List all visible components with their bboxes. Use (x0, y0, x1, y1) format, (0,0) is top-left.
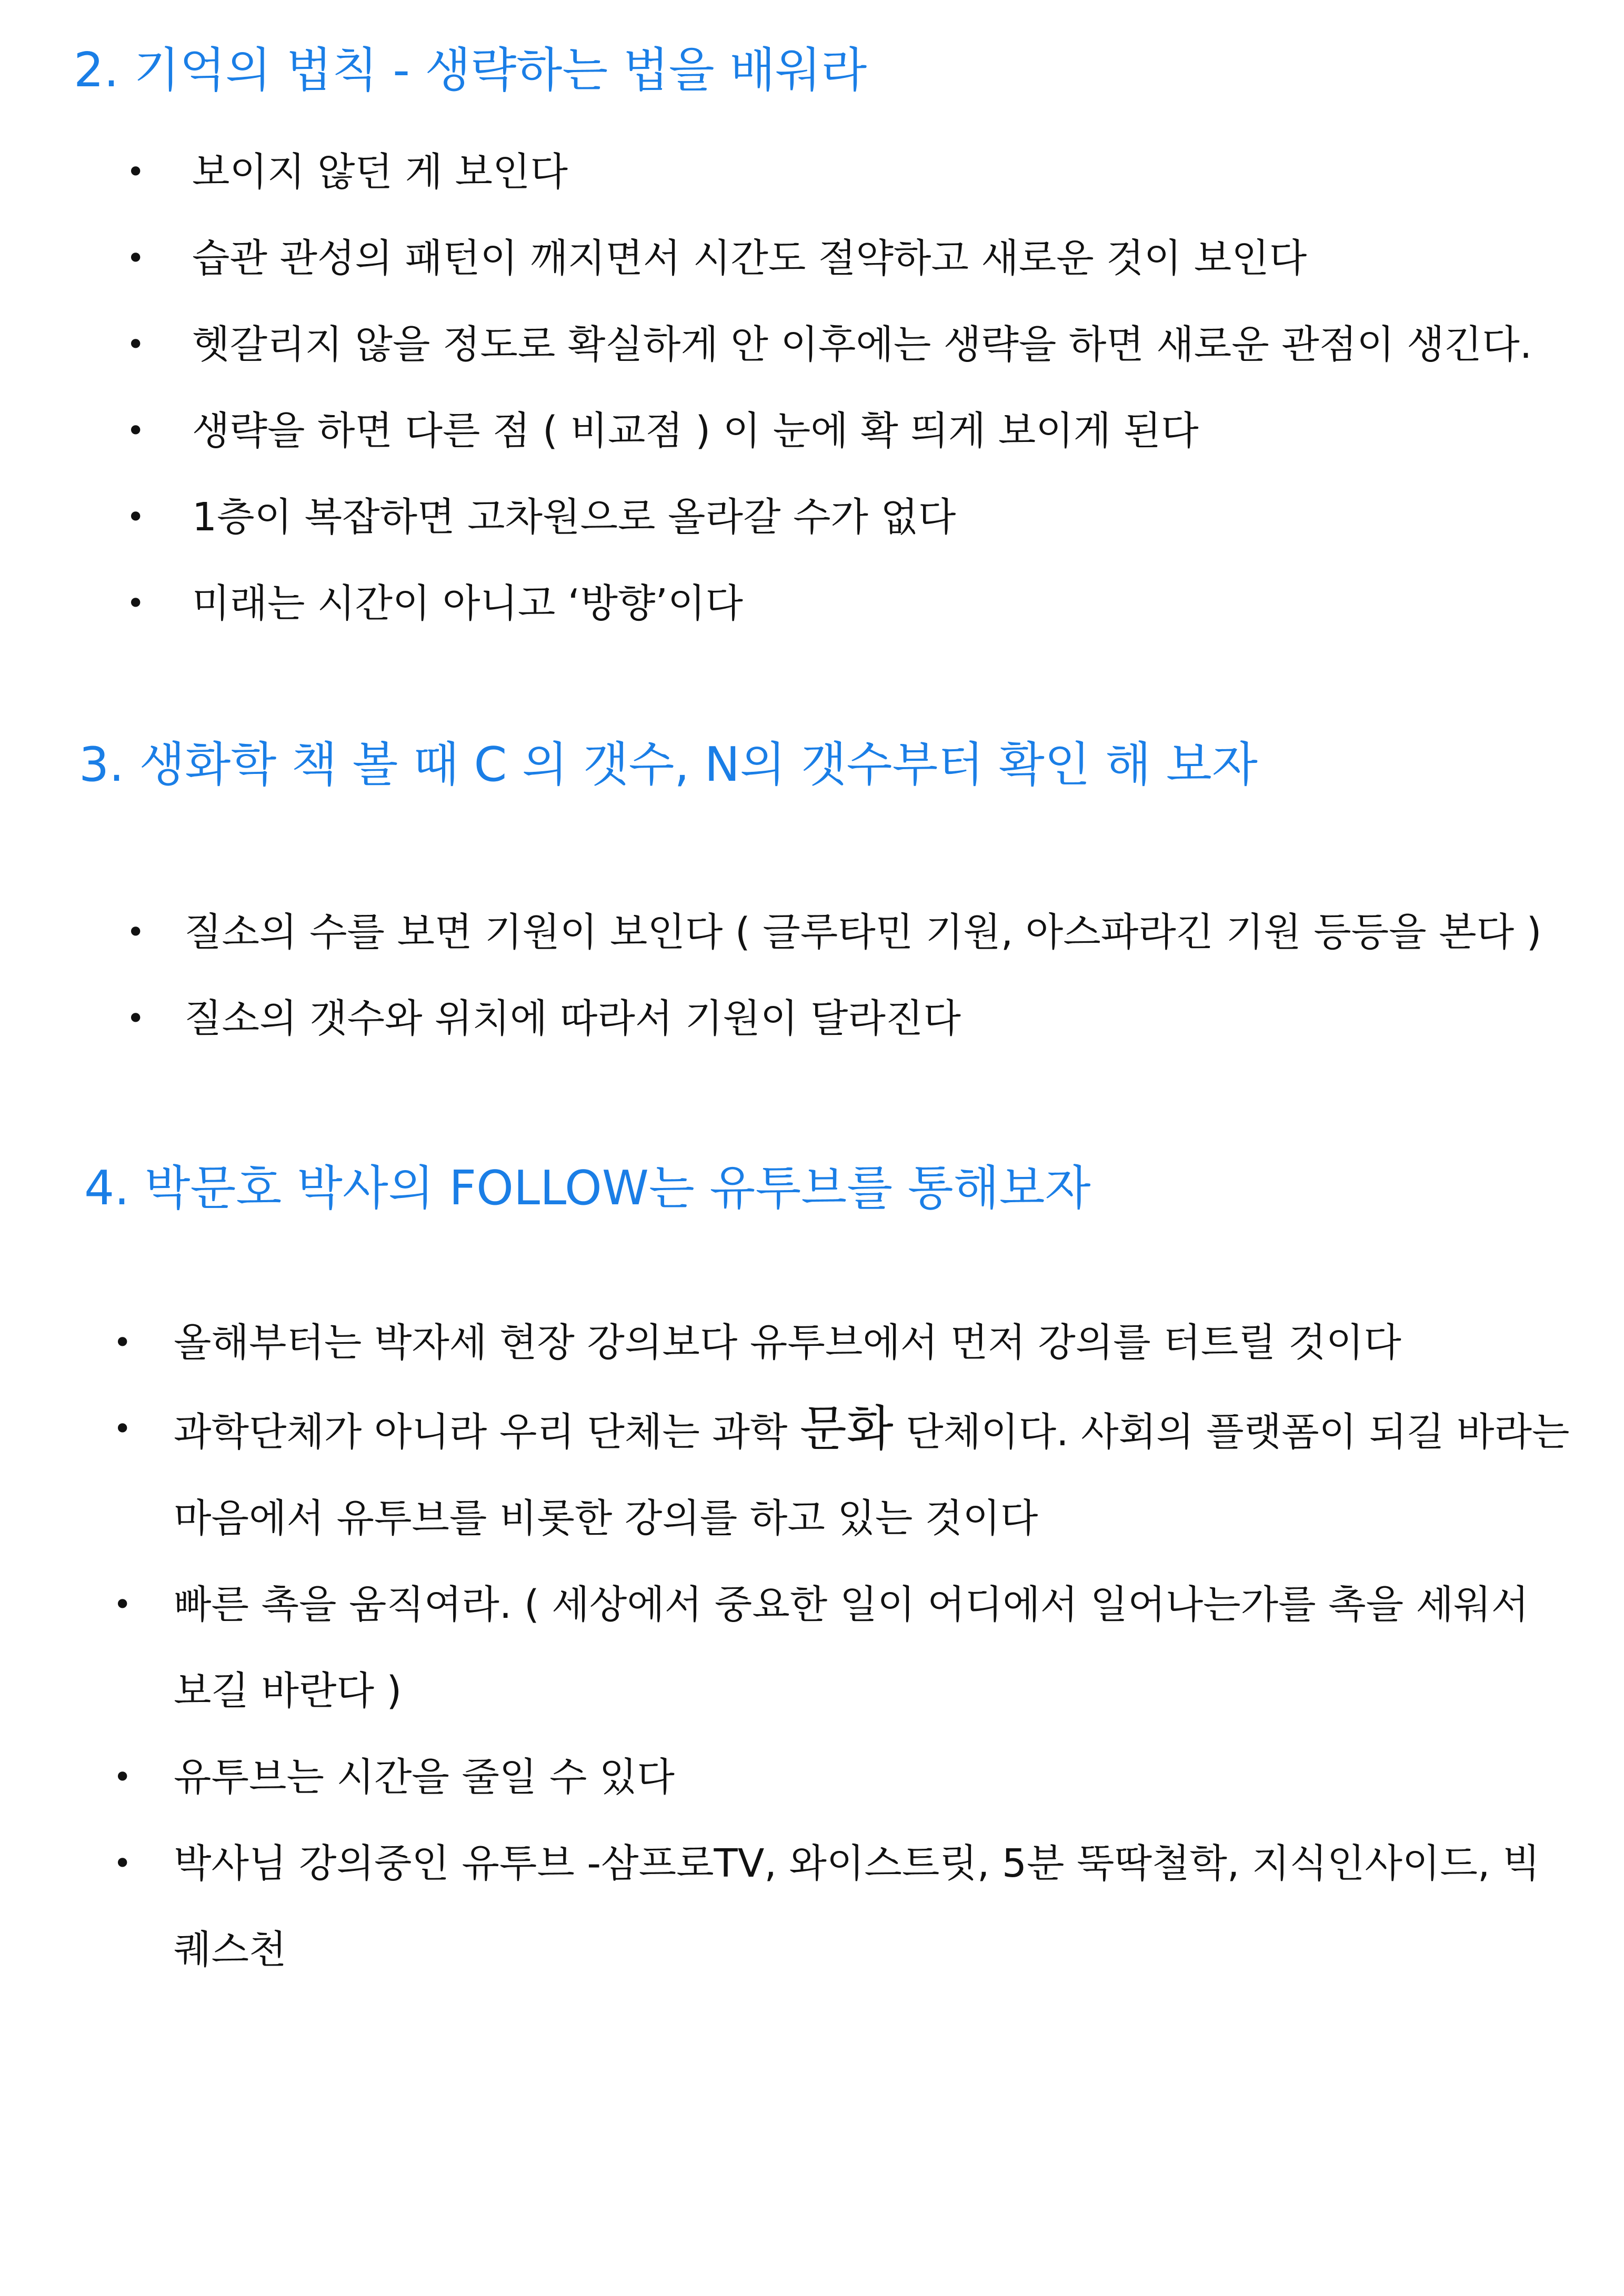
list-item-text: 올해부터는 박자세 현장 강의보다 유투브에서 먼저 강의를 터트릴 것이다 (174, 1320, 1401, 1365)
list-item (113, 1562, 1576, 1734)
list-item-text: 질소의 갯수와 위치에 따라서 기원이 달라진다 (184, 996, 961, 1041)
list-item-text: 박사님 강의중인 유투브 -삼프로TV, 와이스트릿, 5분 뚝딱철학, 지식인사이드, 빅퀘스천 (174, 1841, 1540, 1972)
bullet-icon: • (126, 499, 145, 536)
list-item (126, 129, 1573, 215)
list-item (126, 975, 1573, 1062)
bullet-icon: • (126, 914, 145, 951)
section-heading-biochemistry: 3. 생화학 책 볼 때 C 의 갯수, N의 갯수부터 확인 해 보자 (79, 737, 1258, 792)
list-item-text: 1층이 복잡하면 고차원으로 올라갈 수가 없다 (192, 495, 956, 540)
list-item-text: 헷갈리지 않을 정도로 확실하게 안 이후에는 생략을 하면 새로운 관점이 생긴다. (192, 322, 1532, 367)
list-item (113, 1300, 1576, 1386)
list-item-text: 유투브는 시간을 줄일 수 있다 (174, 1755, 675, 1800)
follow-youtube-list (113, 1300, 1576, 1993)
biochemistry-list (126, 889, 1573, 1062)
bullet-icon: • (113, 1411, 132, 1447)
list-item (113, 1734, 1576, 1820)
list-item (126, 889, 1573, 975)
list-item-text: 생략을 하면 다른 점 ( 비교점 ) 이 눈에 확 띄게 보이게 된다 (192, 408, 1199, 454)
list-item (126, 301, 1573, 388)
section-heading-follow-youtube: 4. 박문호 박사의 FOLLOW는 유투브를 통해보자 (84, 1161, 1091, 1216)
section-heading-memory-law: 2. 기억의 법칙 - 생략하는 법을 배워라 (74, 43, 867, 98)
list-item-text: 미래는 시간이 아니고 ‘방향’이다 (192, 581, 743, 626)
list-item (126, 560, 1573, 647)
bullet-icon: • (126, 326, 145, 363)
emphasized-word: 문화 (799, 1401, 894, 1457)
text-segment: 단체이다. 사회의 플랫폼이 되길 바라는 마음에서 유투브를 비롯한 강의를 하고 있는 것이다 (174, 1409, 1570, 1541)
bullet-icon: • (113, 1324, 132, 1361)
list-item-text: 습관 관성의 패턴이 깨지면서 시간도 절약하고 새로운 것이 보인다 (192, 236, 1307, 281)
bullet-icon: • (126, 412, 145, 449)
bullet-icon: • (126, 1000, 145, 1037)
list-item-text: 빠른 촉을 움직여라. ( 세상에서 중요한 일이 어디에서 일어나는가를 촉을 세워서 보길 바란다 ) (174, 1582, 1529, 1714)
text-segment: 과학단체가 아니라 우리 단체는 과학 (174, 1409, 800, 1455)
list-item-text: 보이지 않던 게 보인다 (192, 149, 568, 195)
list-item (113, 1386, 1576, 1562)
list-item-text: 질소의 수를 보면 기원이 보인다 ( 글루타민 기원, 아스파라긴 기원 등등을 본다 ) (184, 910, 1542, 955)
bullet-icon: • (126, 154, 145, 190)
list-item (126, 215, 1573, 301)
memory-law-list (126, 129, 1573, 647)
bullet-icon: • (126, 240, 145, 277)
bullet-icon: • (113, 1759, 132, 1796)
bullet-icon: • (113, 1586, 132, 1623)
list-item (126, 474, 1573, 560)
list-item-text (113, 1386, 1576, 1562)
list-item (126, 388, 1573, 474)
list-item (113, 1820, 1576, 1993)
bullet-icon: • (126, 585, 145, 622)
bullet-icon: • (113, 1845, 132, 1882)
